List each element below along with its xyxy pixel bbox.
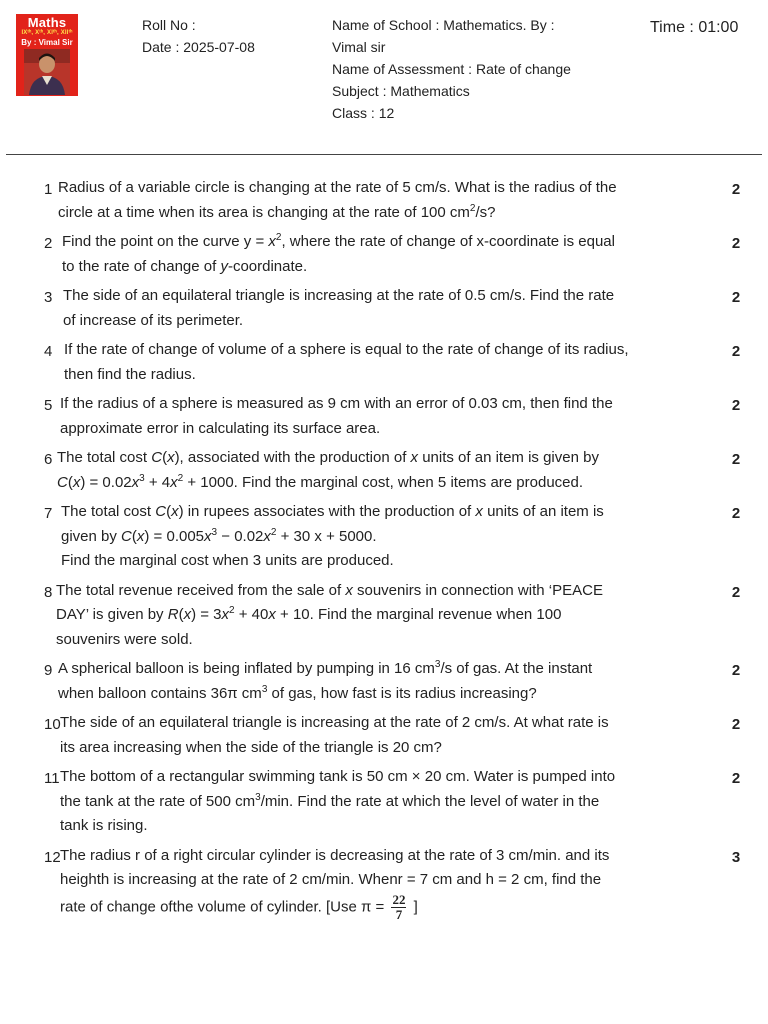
logo-title: Maths xyxy=(27,15,67,30)
fraction-denominator: 7 xyxy=(395,906,403,922)
date-line xyxy=(142,36,255,58)
question-number: 12 xyxy=(44,848,61,866)
question-item xyxy=(0,711,768,760)
question-item xyxy=(0,844,768,922)
question-item xyxy=(0,657,768,706)
assessment-value: Rate of change xyxy=(475,61,571,77)
question-text: The total revenue received from the sale of x souvenirs in connection with ‘PEACE DAY’ is given by $R(x) = 3x^2 + 40x + 10$. Find the marginal revenue when 100 souvenirs were sold. xyxy=(56,581,603,648)
header-divider xyxy=(6,154,762,155)
question-marks: 2 xyxy=(731,181,741,198)
question-marks: 2 xyxy=(731,770,741,787)
question-marks: 2 xyxy=(731,583,741,601)
logo-author: By : Vimal Sir xyxy=(21,38,73,47)
class-label: Class : xyxy=(332,105,375,121)
question-number: 4 xyxy=(44,343,53,360)
question-marks: 2 xyxy=(731,505,741,522)
question-number: 6 xyxy=(44,451,53,468)
question-text: Find the point on the curve $y = x^2$, where the rate of change of x-coordinate is equal to the rate of change of y-coordinate. xyxy=(62,232,615,275)
question-marks: 2 xyxy=(731,289,741,306)
assessment-line xyxy=(332,58,582,80)
date-value: 2025-07-08 xyxy=(183,39,255,55)
pi-fraction xyxy=(391,893,406,922)
question-text: The total cost C(x) in rupees associates with the production of x units of an item is given by $C(x) = 0.005x^3 - 0.02x^2 + 30$ x + 5000. Find the marginal cost when 3 units are produced. xyxy=(61,503,604,569)
fraction-numerator: 22 xyxy=(392,891,406,907)
roll-no xyxy=(142,14,255,36)
question-number: 3 xyxy=(44,289,53,306)
time-label: Time : xyxy=(650,19,694,36)
question-text: The bottom of a rectangular swimming tank is 50 cm × 20 cm. Water is pumped into the tank at the rate of 500 $cm^3/\min$. Find the rate at which the level of water in the tank is rising. xyxy=(60,768,616,834)
school-line xyxy=(332,14,582,58)
question-text: If the radius of a sphere is measured as 9 cm with an error of 0.03 cm, then find the approximate error in calculating its surface area. xyxy=(60,395,613,437)
question-item xyxy=(0,338,768,387)
question-marks: 2 xyxy=(731,235,741,252)
time-value: 01:00 xyxy=(698,19,739,36)
question-number: 11 xyxy=(44,770,60,787)
question-item xyxy=(0,176,768,225)
question-item xyxy=(0,765,768,839)
subject-line xyxy=(332,80,582,102)
roll-no-label: Roll No : xyxy=(142,17,196,33)
time-block xyxy=(650,17,738,39)
question-marks: 2 xyxy=(731,343,741,360)
question-text: A spherical balloon is being inflated by pumping in 16 $cm^3/s$ of gas. At the instant when balloon contains 36π $cm^3$ of gas, how fast is its radius increasing? xyxy=(58,659,593,702)
question-number: 10 xyxy=(44,716,61,733)
question-text: Radius of a variable circle is changing at the rate of 5 cm/s. What is the radius of the circle at a time when its area is changing at the rate of 100 $cm^2/s$? xyxy=(58,179,617,221)
question-item xyxy=(0,500,768,574)
subject-value: Mathematics xyxy=(390,83,470,99)
person-photo-icon xyxy=(24,49,70,95)
maths-logo xyxy=(16,14,78,96)
logo-classes: IXᵗʰ, Xᵗʰ, XIᵗʰ, XIIᵗʰ xyxy=(21,30,73,36)
question-marks: 3 xyxy=(731,848,741,866)
question-marks: 2 xyxy=(731,662,741,679)
question-text: The side of an equilateral triangle is increasing at the rate of 0.5 cm/s. Find the rate of increase of its perimeter. xyxy=(63,287,615,329)
question-item xyxy=(0,392,768,441)
school-label: Name of School : xyxy=(332,17,440,33)
date-label: Date : xyxy=(142,39,180,55)
question-number: 9 xyxy=(44,662,53,679)
question-list xyxy=(0,176,768,927)
question-number: 7 xyxy=(44,505,53,522)
question-number: 2 xyxy=(44,235,53,252)
question-text: The total cost C(x), associated with the production of x units of an item is given by $C(x) = 0.02x^3 + 4x^2 + 1000$. Find the marginal cost, when 5 items are produced. xyxy=(57,449,599,491)
assessment-label: Name of Assessment : xyxy=(332,61,473,77)
question-number: 8 xyxy=(44,583,53,601)
question-item xyxy=(0,446,768,495)
question-marks: 2 xyxy=(731,451,741,468)
class-value: 12 xyxy=(378,105,395,121)
question-text: The side of an equilateral triangle is increasing at the rate of 2 cm/s. At what rate is its area increasing when the side of the triangle is 20 cm? xyxy=(60,714,609,756)
question-number: 1 xyxy=(44,181,53,198)
subject-label: Subject : xyxy=(332,83,387,99)
question-text: The radius r of a right circular cylinder is decreasing at the rate of 3 cm/min. and its heighth is increasing at the rate of 2 cm/min. Whenr = 7 cm and h = 2 cm, find the rate of change ofthe volume of cylinder. [Use π = $\frac{22}{7}$ ] xyxy=(60,846,610,922)
class-line xyxy=(332,102,582,124)
question-number: 5 xyxy=(44,397,53,414)
school-info-block xyxy=(332,14,582,124)
question-marks: 2 xyxy=(731,716,741,733)
author-photo xyxy=(24,49,70,95)
question-item xyxy=(0,579,768,653)
question-marks: 2 xyxy=(731,397,741,414)
school-value: Mathematics. By : Vimal sir xyxy=(332,17,555,55)
question-text: If the rate of change of volume of a sphere is equal to the rate of change of its radius, then find the radius. xyxy=(64,341,629,383)
question-item xyxy=(0,230,768,279)
roll-date-block xyxy=(142,14,255,58)
question-item xyxy=(0,284,768,333)
assessment-header xyxy=(0,0,768,156)
